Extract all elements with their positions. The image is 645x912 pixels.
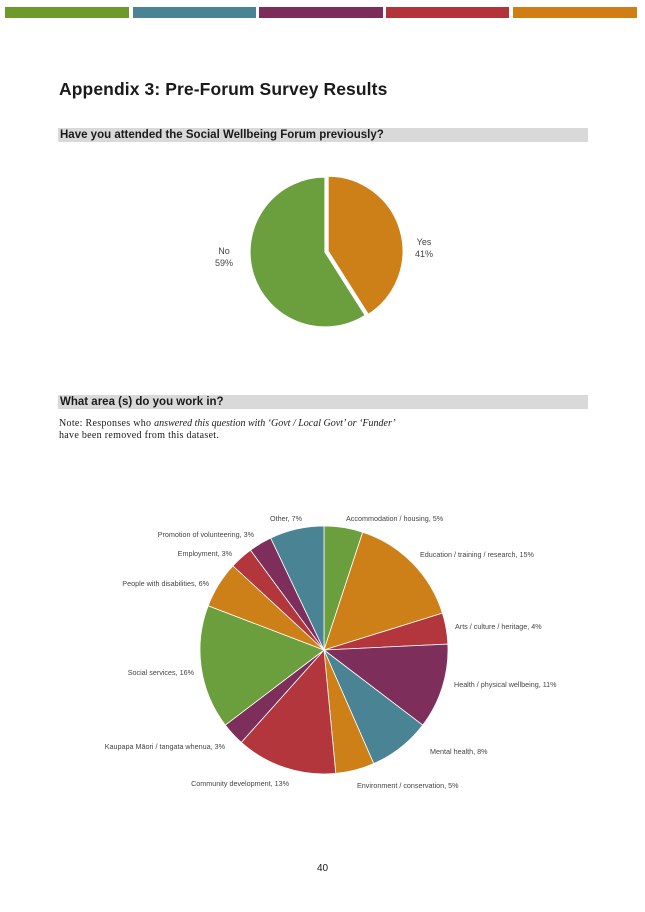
pie-label: People with disabilities, 6%	[122, 579, 209, 588]
pie-label: Kaupapa Māori / tangata whenua, 3%	[104, 742, 225, 751]
pie-label: Health / physical wellbeing, 11%	[454, 680, 557, 689]
pie-label: Social services, 16%	[127, 668, 194, 677]
pie-label-no: No	[218, 246, 230, 256]
note-prefix: Note: Responses who	[59, 418, 155, 429]
pie-percent-no: 59%	[214, 258, 234, 268]
pie-label: Education / training / research, 15%	[420, 550, 534, 559]
pie-label: Environment / conservation, 5%	[357, 781, 459, 790]
pie-label: Accommodation / housing, 5%	[346, 514, 444, 523]
question-work-area: What area (s) do you work in?	[58, 395, 588, 409]
note-suffix: have been removed from this dataset.	[59, 430, 220, 441]
pie-label: Community development, 13%	[191, 779, 289, 788]
pie-label: Employment, 3%	[177, 549, 232, 558]
pie-label: Arts / culture / heritage, 4%	[455, 622, 542, 631]
page-title: Appendix 3: Pre-Forum Survey Results	[59, 79, 388, 99]
pie-percent-yes: 41%	[414, 249, 434, 259]
pie-label: Mental health, 8%	[430, 747, 488, 756]
note-italic: answered this question with ‘Govt / Local Govt’ or ‘Funder’	[154, 418, 396, 429]
question-attended-forum: Have you attended the Social Wellbeing Forum previously?	[58, 128, 588, 142]
pie-label: Promotion of volunteering, 3%	[157, 530, 254, 539]
page-number: 40	[316, 863, 329, 874]
pie-label: Other, 7%	[270, 514, 302, 523]
pie-label-yes: Yes	[416, 237, 432, 247]
